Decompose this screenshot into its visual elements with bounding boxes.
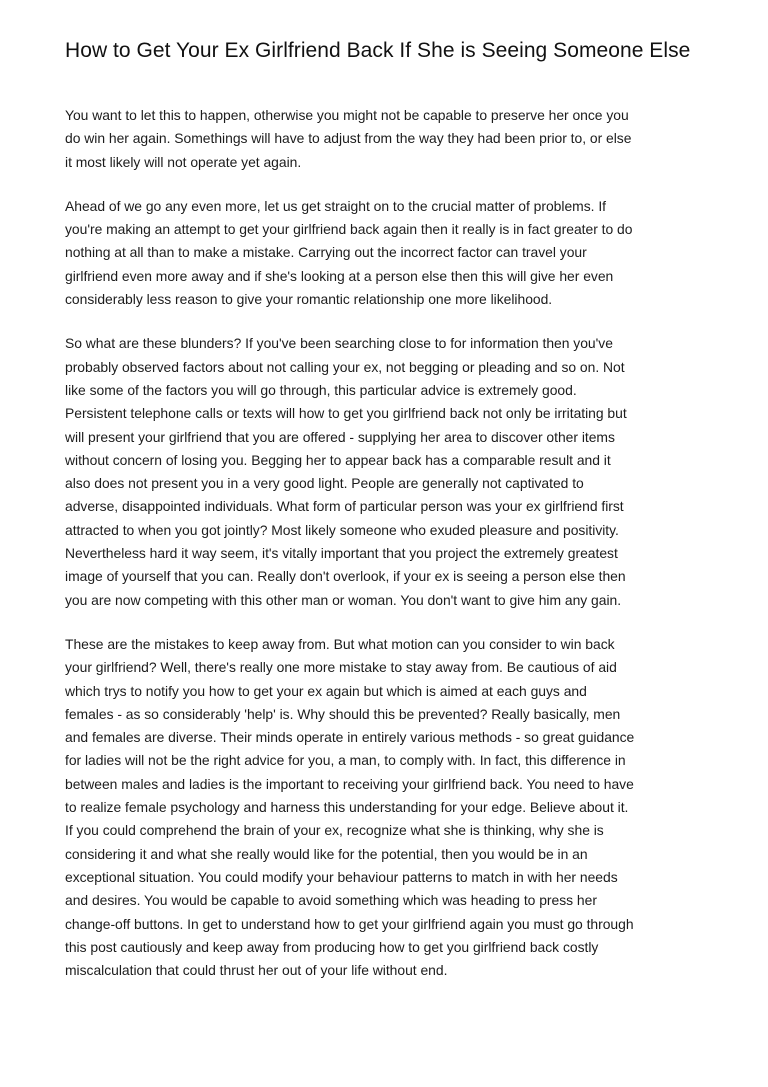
paragraph-1: You want to let this to happen, otherwise you might not be capable to preserve her once you do win her again. Somethings will have to adjust from the way they had been prior to, or else it most likely will not operate yet again. (65, 107, 632, 170)
page-title: How to Get Your Ex Girlfriend Back If She is Seeing Someone Else (65, 39, 691, 62)
paragraph-2: Ahead of we go any even more, let us get straight on to the crucial matter of problems. If you're making an attempt to get your girlfriend back again then it really is in fact greater to do nothing at all than to make a mistake. Carrying out the incorrect factor can travel your girlfriend even more away and if she's looking at a person else then this will give her even considerably less reason to give your romantic relationship one more likelihood. (65, 197, 633, 308)
paragraph-4: These are the mistakes to keep away from. But what motion can you consider to win back your girlfriend? Well, there's really one more mistake to stay away from. Be cautious of aid which trys to notify you how to get your ex again but which is aimed at each guys and females - as so considerably 'help' is. Why should this be prevented? Really basically, men and females are diverse. Their minds operate in entirely various methods - so great guidance for ladies will not be the right advice for you, a man, to comply with. In fact, this difference in between males and ladies is the important to receiving your girlfriend back. You need to have to realize female psychology and harness this understanding for your edge. Believe about it. If you could comprehend the brain of your ex, recognize what she is thinking, why she is considering it and what she really would like for the potential, then you would be in an exceptional situation. You could modify your behaviour patterns to match in with her needs and desires. You would be capable to avoid something which was heading to press her change-off buttons. In get to understand how to get your girlfriend again you must go through this post cautiously and keep away from producing how to get you girlfriend back costly miscalculation that could thrust her out of your life without end. (65, 635, 635, 979)
article-body (65, 104, 711, 1003)
paragraph-3: So what are these blunders? If you've been searching close to for information then you've probably observed factors about not calling your ex, not begging or pleading and so on. Not like some of the factors you will go through, this particular advice is extremely good. Persistent telephone calls or texts will how to get you girlfriend back not only be irritating but will present your girlfriend that you are offered - supplying her area to discover other items without concern of losing you. Begging her to appear back has a comparable result and it also does not present you in a very good light. People are generally not captivated to adverse, disappointed individuals. What form of particular person was your ex girlfriend first attracted to when you got jointly? Most likely someone who exuded pleasure and positivity. Nevertheless hard it way seem, it's vitally important that you project the extremely greatest image of yourself that you can. Really don't overlook, if your ex is seeing a person else then you are now competing with this other man or woman. You don't want to give him any gain. (65, 335, 627, 608)
